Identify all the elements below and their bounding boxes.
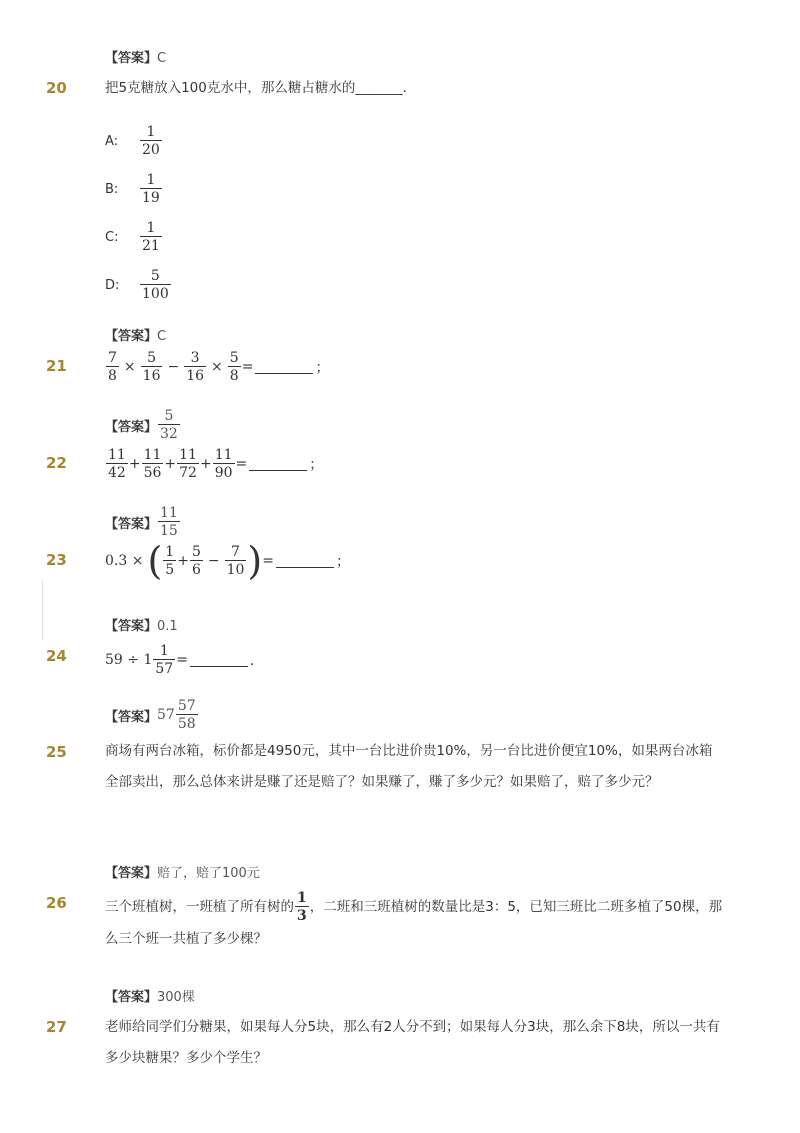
answer-26 — [105, 986, 195, 1005]
numerator: 5 — [164, 408, 174, 424]
answer-blank — [190, 654, 248, 667]
denominator: 3 — [297, 908, 307, 924]
expression-lead: 59 ÷ 1 — [105, 652, 153, 668]
option-c — [105, 220, 163, 254]
numerator: 3 — [190, 350, 200, 366]
answer-whole: 57 — [157, 707, 175, 723]
numerator: 57 — [177, 698, 196, 714]
fraction — [153, 643, 175, 677]
answer-tag: 【答案】 — [105, 516, 158, 532]
numerator: 11 — [108, 447, 126, 463]
numerator: 1 — [146, 124, 156, 140]
denominator: 57 — [155, 661, 174, 677]
numerator: 11 — [160, 505, 178, 521]
denominator: 100 — [142, 286, 169, 302]
question-expression-22 — [105, 447, 323, 481]
denominator: 20 — [142, 142, 160, 158]
numerator: 1 — [165, 544, 175, 560]
numerator: 7 — [108, 350, 117, 366]
answer-value: 赔了，赔了100元 — [157, 866, 260, 881]
answer-tag: 【答案】 — [105, 990, 158, 1005]
question-text-26 — [105, 890, 725, 955]
numerator: 11 — [179, 447, 197, 463]
end-punctuation: ； — [335, 554, 350, 570]
operator: − — [167, 359, 180, 375]
answer-25 — [105, 862, 260, 881]
text-after: ，二班和三班植树的数量比是3：5，已知三班比二班多植了50棵，那么三个班一共植了多少棵？ — [105, 899, 723, 947]
answer-23 — [105, 615, 178, 634]
answer-19 — [105, 47, 166, 66]
answer-tag: 【答案】 — [105, 619, 158, 634]
end-punctuation: ； — [309, 457, 324, 473]
option-label: C: — [105, 229, 119, 245]
answer-blank — [276, 555, 334, 568]
denominator: 56 — [143, 465, 162, 481]
answer-fraction — [158, 408, 180, 442]
denominator: 8 — [229, 368, 239, 384]
fraction — [225, 544, 247, 578]
plus-sign: + — [128, 456, 141, 472]
fraction — [106, 447, 128, 481]
option-fraction — [140, 220, 162, 254]
denominator: 16 — [186, 368, 205, 384]
question-number-24: 24 — [46, 647, 67, 665]
denominator: 42 — [108, 465, 126, 481]
option-b — [105, 172, 163, 206]
denominator: 10 — [226, 562, 245, 578]
denominator: 72 — [179, 465, 197, 481]
numerator: 5 — [229, 350, 239, 366]
fraction — [177, 447, 199, 481]
option-label: B: — [105, 181, 119, 197]
question-expression-23 — [105, 539, 350, 583]
equals-sign: = — [176, 652, 188, 668]
numerator: 11 — [143, 447, 162, 463]
question-text-25: 商场有两台冰箱，标价都是4950元，其中一台比进价贵10%，另一台比进价便宜10%，如果两台冰箱全部卖出，那么总体来讲是赚了还是赔了？如果赚了，赚了多少元？如果赔了，赔了多少元？ — [105, 743, 713, 790]
numerator: 5 — [150, 268, 160, 284]
denominator: 15 — [160, 523, 178, 539]
numerator: 1 — [146, 172, 156, 188]
answer-tag: 【答案】 — [105, 709, 158, 725]
fraction — [228, 350, 241, 384]
question-number-20: 20 — [46, 79, 67, 97]
numerator: 11 — [214, 447, 233, 463]
answer-21 — [105, 408, 181, 442]
fraction — [295, 890, 309, 924]
option-label: A: — [105, 133, 119, 149]
question-number-26: 26 — [46, 894, 67, 912]
option-fraction — [140, 268, 171, 302]
equals-sign: = — [235, 456, 248, 472]
answer-tag: 【答案】 — [105, 419, 158, 435]
plus-sign: + — [199, 456, 212, 472]
numerator: 5 — [191, 544, 201, 560]
answer-fraction — [176, 698, 198, 732]
question-text-20: 把5克糖放入100克水中，那么糖占糖水的_______． — [105, 80, 417, 96]
answer-20 — [105, 325, 166, 344]
denominator: 32 — [160, 426, 178, 442]
answer-value: C — [157, 329, 167, 344]
question-expression-21 — [105, 350, 329, 384]
question-text-27: 老师给同学们分糖果，如果每人分5块，那么有2人分不到；如果每人分3块，那么余下8块，所以一共有多少块糖果？多少个学生？ — [105, 1019, 720, 1066]
end-punctuation: ； — [315, 360, 330, 376]
denominator: 19 — [142, 190, 160, 206]
fraction — [213, 447, 235, 481]
equals-sign: = — [262, 553, 274, 569]
option-a — [105, 124, 163, 158]
fraction — [184, 350, 206, 384]
operator: × — [123, 359, 136, 375]
answer-tag: 【答案】 — [105, 866, 158, 881]
answer-tag: 【答案】 — [105, 329, 158, 344]
denominator: 21 — [142, 238, 160, 254]
question-number-22: 22 — [46, 454, 67, 472]
fraction — [142, 447, 164, 481]
denominator: 5 — [165, 562, 175, 578]
question-number-23: 23 — [46, 551, 67, 569]
denominator: 58 — [177, 716, 196, 732]
question-expression-24 — [105, 643, 264, 677]
expression-lead: 0.3 × — [105, 553, 144, 569]
numerator: 1 — [146, 220, 156, 236]
question-number-21: 21 — [46, 357, 67, 375]
question-number-27: 27 — [46, 1018, 67, 1036]
right-paren: ) — [247, 539, 263, 583]
fraction — [141, 350, 163, 384]
answer-tag: 【答案】 — [105, 51, 158, 66]
minus-sign: − — [207, 553, 220, 569]
text-before: 三个班植树，一班植了所有树的 — [105, 899, 294, 915]
answer-blank — [255, 361, 313, 374]
option-label: D: — [105, 277, 120, 293]
option-fraction — [140, 124, 162, 158]
option-d — [105, 268, 172, 302]
left-paren: ( — [147, 539, 163, 583]
denominator: 16 — [142, 368, 161, 384]
question-number-25: 25 — [46, 743, 67, 761]
answer-value: 300棵 — [157, 990, 195, 1005]
end-punctuation: ． — [249, 653, 264, 669]
left-margin-line — [42, 580, 43, 640]
denominator: 8 — [108, 368, 117, 384]
answer-blank — [249, 458, 307, 471]
denominator: 90 — [214, 465, 233, 481]
numerator: 5 — [147, 350, 157, 366]
denominator: 6 — [191, 562, 201, 578]
fraction — [190, 544, 203, 578]
numerator: 1 — [297, 890, 307, 906]
option-fraction — [140, 172, 162, 206]
plus-sign: + — [164, 456, 177, 472]
fraction — [106, 350, 119, 384]
answer-mixed-number — [157, 698, 199, 732]
numerator: 1 — [159, 643, 169, 659]
answer-value: 0.1 — [157, 619, 178, 634]
answer-24 — [105, 698, 199, 732]
numerator: 7 — [231, 544, 240, 560]
answer-value: C — [157, 51, 167, 66]
equals-sign: = — [241, 359, 254, 375]
answer-fraction — [158, 505, 180, 539]
answer-22 — [105, 505, 181, 539]
operator: × — [211, 359, 223, 375]
fraction — [163, 544, 176, 578]
plus-sign: + — [177, 553, 189, 569]
